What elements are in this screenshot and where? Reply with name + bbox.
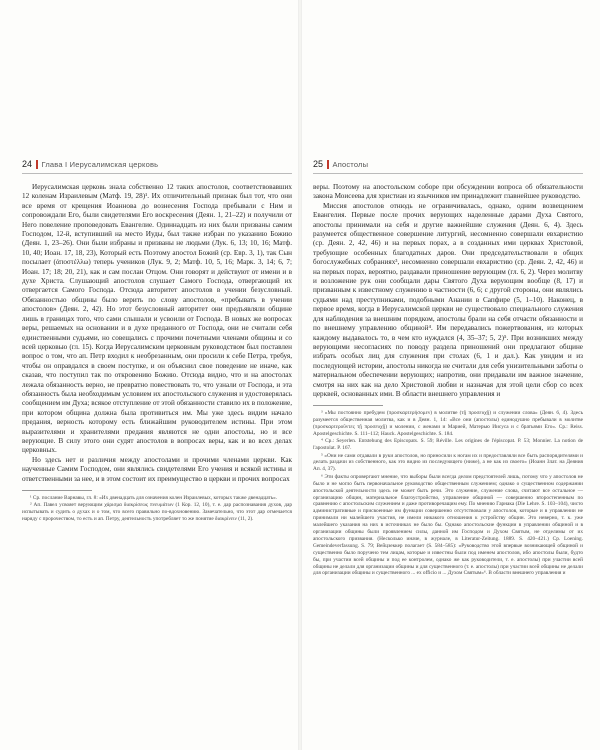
left-footnote-rule	[22, 490, 92, 491]
header-separator	[327, 160, 329, 169]
left-page	[22, 158, 292, 748]
paragraph: веры. Поэтому на апостольском соборе при обсуждении вопроса об обязательности закона Моисеева для христиан из язычников им принадлежит главнейшее руководство.	[313, 183, 583, 201]
footnote: ¹ Ср. послание Варнавы, гл. 8: «Их двенадцать для означения колен Израилевых, которых также двенадцать».	[30, 494, 278, 501]
left-running-head: Глава I Иерусалимская церковь	[41, 159, 159, 169]
right-footnotes	[313, 410, 583, 577]
footnote: ² Ап. Павел усвояет верующим χάρισμα διακρίσεως πνευμάτων (1 Кор. 12, 10), т. е. дар распознавания духов, дар испытывать и судить о духах и о том, что всего правильно по-вдохновению. Замечательно, что этот дар отмечается наряду с пророчеством, то есть и ап. Петру, деятельность употребляет то же понятие διακρίνειν (11, 2).	[22, 502, 292, 523]
left-footnotes	[22, 495, 292, 523]
paragraph: Иерусалимская церковь знала собственно 12 таких апостолов, соответствовавших 12 коленам Израилевым (Матф. 19, 28)¹. Их отличительный признак был тот, что они все время от крещения Иоаннова до вознесения Господа пребывали с Ним и сопровождали Его, были свидетелями Его воскресения (Деян. 1, 21–22) и получили от Него повеление проповедовать Евангелие. Одиннадцать из них были призваны самим Господом, 12-й, вступивший на место Иуды, был также избран по указанию Божию (Деян. 1, 23–26). Они были избраны и призваны не людьми (Лук. 6, 13; 10, 16; Матф. 10, 40; Иоан. 17, 18, 23), Который есть Поэтому апостол Божий (ср. Евр. 3, 1), так Сын посылает (ἀποστέλλω) теперь учеников (Лук. 9, 2; Матф. 10, 5, 16; Марк. 3, 14; 6, 7; Иоан. 17; 18; 20, 21), как и сам послан Отцом. Они говорят и действуют от имени и в духе Христа. Слушающий апостолов слушает Самого Господа, отвергающий их отвергается Самого Господа. Отсюда авторитет апостолов в учении безусловный. Обязанностью общины было верить по слову апостолов, «пребывать в учении апостолов» (Деян. 2, 42). Но этот безусловный авторитет они предъявляли общине лишь в границах того, что сами слышали и усвоили от Господа. В новых же вопросах веры, решаемых на основании и в духе преданного от Господа, они не считали себя единственными судьями, но совещались с прочими почетными членами общины и со всей церковью (гл. 15). Когда Иерусалимским церковным руководством был поставлен вопрос о том, что ап. Петр входил к необрезанным, они просили к себе Петра, требуя, чтобы он оправдался в своем поступке, и он объяснил свое поведение не иначе, как сказав, что поступил так по откровению Божию. Отсюда видно, что и на апостолах лежала обязанность верно, не превратно повествовать то, что узнали от Господа, и эта обязанность была необходимым условием их апостольского служения и удостоверялась сообщением им Духа; всякое отступление от этой обязанности ставило их в положение, при котором община должна была противиться им. Мы уже здесь видим начало предания, верность которому есть ближайшим руководителем истины. При этом выразителями и хранителями предания являются не одни апостолы, но и все верующие. В силу этого они судят апостолов в вопросах веры, как и во всех делах церковных.	[22, 183, 292, 455]
left-page-header	[22, 158, 292, 170]
left-page-number: 24	[22, 159, 33, 169]
footnote: ⁵ «Они не сами отдавали в руки апостолов, но приносили к ногам их и предоставляли все быть распорядителями и делать раздачи из собственного, как это видно из последующего (ниже), а не как из своего» (Иоанн Злат. на Деяния Ап. 4, 37).	[313, 452, 583, 473]
book-gutter	[298, 0, 302, 750]
footnote: ³ «Мы постоянно пребудем (προσκαρτερήσομεν) в молитве (τῇ προσευχῇ) и служении слова» (Деян. 6, 4). Здесь разумеется общественная молитва, как и в Деян. 1, 14: «Все они (апостолы) единодушно пребывали в молитве (προσκαρτεροῦντες τῇ προσευχῇ) и молении, с женами и Марией, Матерью Иисуса и с братьями Его». Ср.: Reiss. Apostelgeschichte. S. 111–112; Hauck. Apostelgeschichte. S. 184.	[313, 410, 583, 437]
right-body-text	[313, 183, 583, 399]
paragraph: Миссия апостолов отнюдь не ограничивалась, однако, одним возвещением Евангелия. Первые после прочих верующих наделенные дарами Духа Святого, апостолы принимали на себя и другие важнейшие служения (Деян. 6, 4). Здесь разумеется общественное совершение литургий, несомненно совершали евхаристию (ср. Деян. 2, 42, 46) и на первых порах, а в созданных ими церквах Христовой, требующие особенных благодатных даров. Они председательствовали в общих богослужебных собраниях³, несомненно совершали евхаристию (ср. Деян. 2, 42, 46) и на первых порах, вероятно, раздавали приношение верующим (гл. 6, 2). Через молитву и возложение рук они сообщали дары Святого Духа верующим вообще (8, 17) и призванным к известному служению в частности (6, 6; с другой стороны, они являлись судьями над преступниками, подобными Анании в Сапфире (5, 1–10). Наконец, в первое время, когда в Иерусалимской церкви не существовало специального служения для наблюдения за внешним порядком, апостолы брали на себя отчасти обязанности и по внешнему управлению общиной⁴. Им передавались пожертвования, из которых каждому выдавалось то, в чем кто нуждался (4, 35–37; 5, 2)⁵. При возникших между верующими несогласиях по поводу раздела приношений они предлагают общине избрать особых лиц для служения при столах (6, 1 и дал.). Как увидим и из последующей истории, апостолы никогда не считали для себя унизительными заботы о материальном обеспечении верующих; напротив, они придавали им важное значение, смотря на них как на дело Христовой любви и назначая для этой цели сбор со всех церквей, основанных ими. В области внешнего управления и	[313, 201, 583, 398]
right-page	[313, 158, 583, 748]
left-header-rule	[22, 173, 292, 174]
paragraph: Но здесь нет и различия между апостолами и прочими членами церкви. Как наученные Самим Господом, они являлись свидетелями Его учения и всякой истины и ответственными за нее, и в этом состоит их преимущество в церкви и прочих вопросах	[22, 455, 292, 483]
right-footnote-rule	[313, 405, 383, 406]
left-body-text	[22, 183, 292, 484]
footnote: ⁴ Ср.: Seyerlen. Entstehung des Episcopats. S. 59; Réville. Les origines de l'épiscopat. P. 53; Monnier. La notion de l'apostolat. P. 167.	[313, 438, 583, 452]
right-page-number: 25	[313, 159, 324, 169]
footnote: ⁶ Эти факты опровергают мнение, что выборы были всегда делом предстоятелей лишь, потому что у апостолов не было и не могло быть первоначальное руководство общественным служением; однако о существенном содержании апостольской деятельности здесь не может быть речи. Это служение, служение слова, считают все остальное — организацию общин, материальное благоустройство, управление общиной — совершенно второстепенным по сравнению с апостольским служением и даже противоречащим ему. По мнению Гарнака (Die Lehre. S. 103–104), чисто административные и присвоенные им функции совершенно отсутствовали у апостолов, которые и в управлении не принимали ни малейшего участия, не имели никакого отношения к устройству общин. Это неверно, т. к. уже малейшего указания на них в источниках не было бы. Однако апостольские функции в управлении общиной и в организации общины были проявлением силы, данной им Господом и Духом Святым, не отделимы от их апостольского призвания. (Несколько иначе, в журнале, в Literatur-Zeitung. 1889. S. 420–421.) Ср. Loening. Gemeindeverfassung. S. 79; Вейцзеккер полагает (S. 584–585): «Руководство этой впервые возникающей общиной и существенно было поручено тем лицам, которые и известны были под именем апостолов, ибо апостолы были, будто бы, при участии всей общины и под ее контролем, однако же как руководители, т. е. апостолы) при участии всей общины не делали для организации общины и для существенного (т. е. апостолы) при участии всей общины не делали для организации общины и существенного ... ex officio и ... Духом Святым»⁶. В области внешнего управления и	[313, 473, 583, 577]
right-header-rule	[313, 173, 583, 174]
right-page-header	[313, 158, 583, 170]
right-running-head: Апостолы	[332, 159, 369, 169]
header-separator	[36, 160, 38, 169]
